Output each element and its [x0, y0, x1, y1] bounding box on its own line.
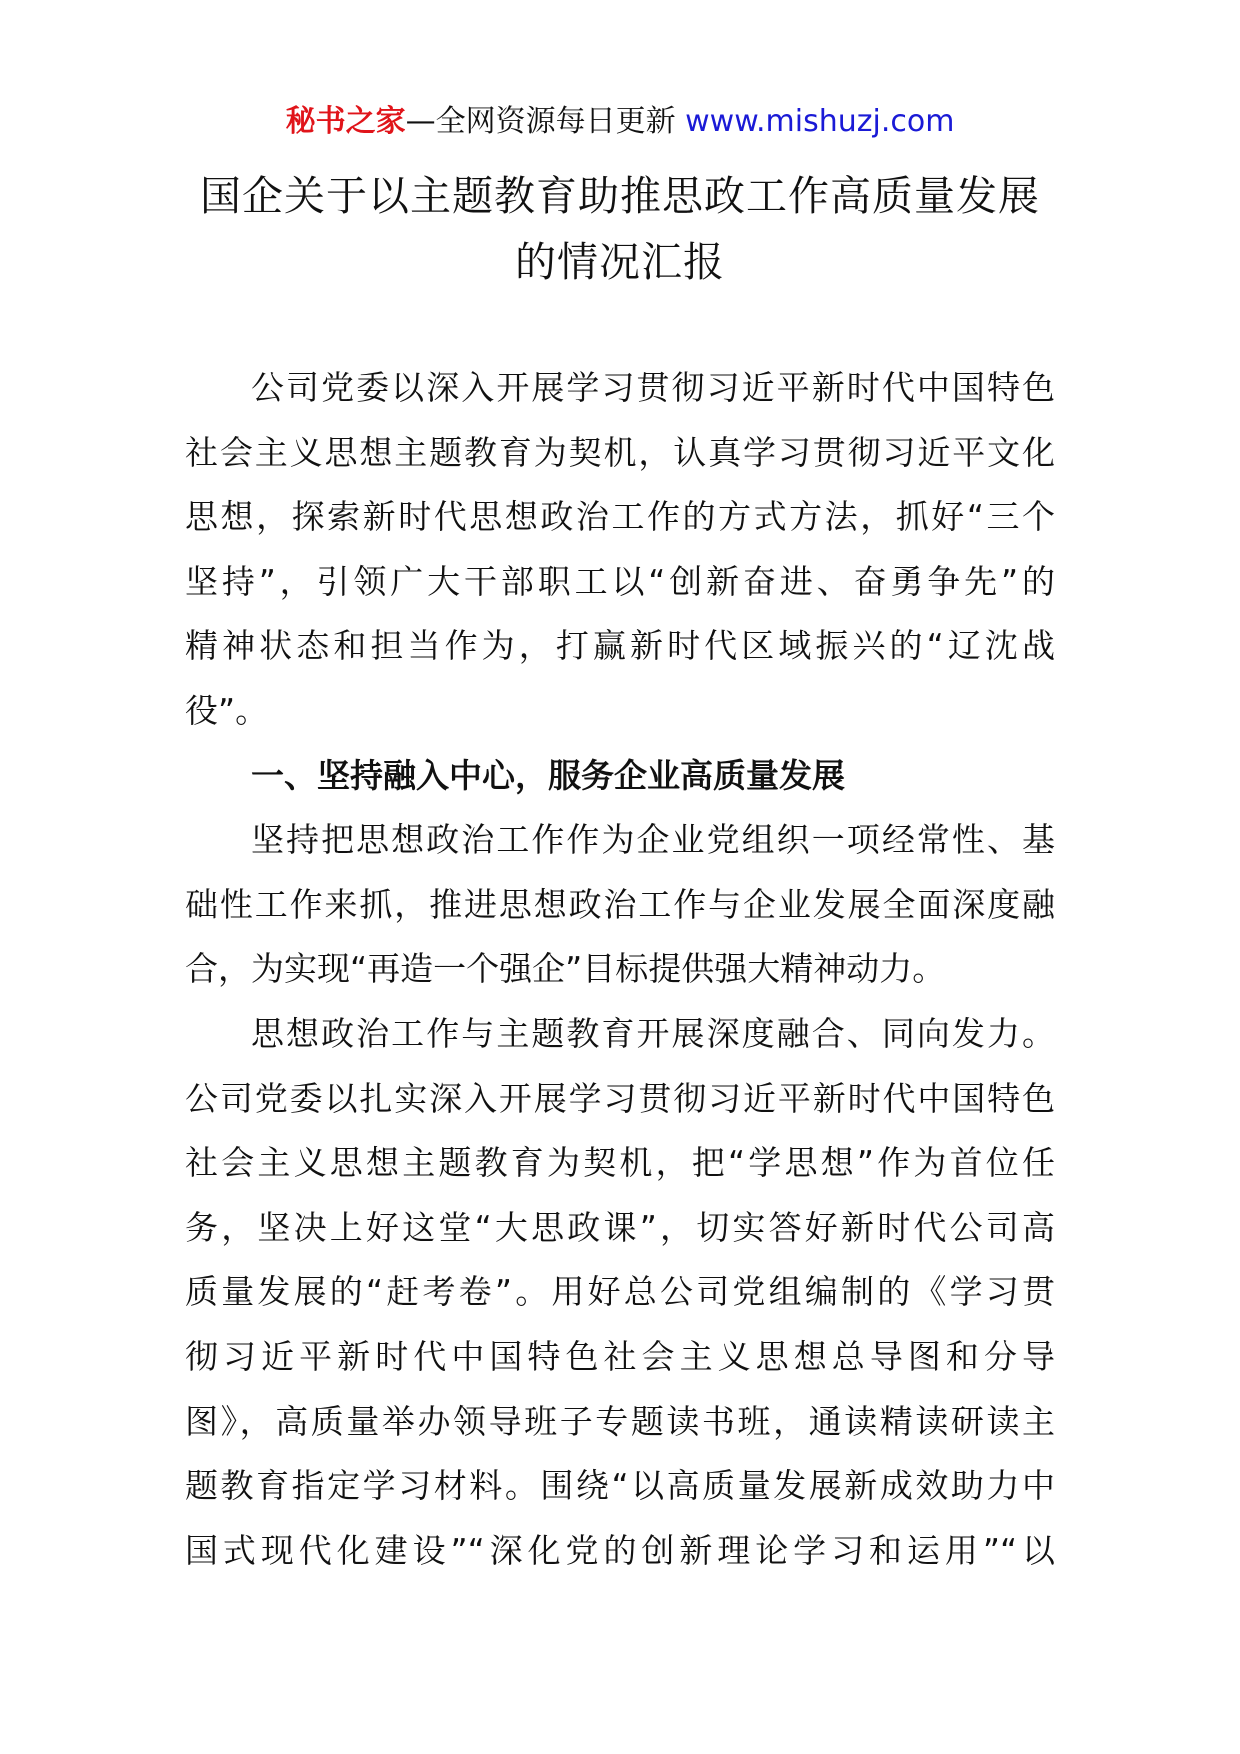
title-line-1: 国企关于以主题教育助推思政工作高质量发展: [200, 172, 1040, 220]
body-line: 务，坚决上好这堂“大思政课”，切实答好新时代公司高: [185, 1207, 1055, 1247]
body-line: 坚持”，引领广大干部职工以“创新奋进、奋勇争先”的: [185, 561, 1055, 601]
title-line-2: 的情况汇报: [515, 238, 725, 286]
watermark-slogan: —全网资源每日更新: [405, 104, 676, 139]
document-body: [185, 356, 1055, 1583]
watermark-brand: 秘书之家: [285, 104, 406, 139]
body-line: 图》，高质量举办领导班子专题读书班，通读精读研读主: [185, 1401, 1055, 1441]
body-line: 合，为实现“再造一个强企”目标提供强大精神动力。: [185, 949, 946, 989]
body-line: 公司党委以深入开展学习贯彻习近平新时代中国特色: [251, 368, 1055, 407]
body-line: 思想，探索新时代思想政治工作的方式方法，抓好“三个: [185, 497, 1055, 537]
body-line: 国式现代化建设”“深化党的创新理论学习和运用”“以: [185, 1530, 1055, 1570]
body-line: 公司党委以扎实深入开展学习贯彻习近平新时代中国特色: [185, 1078, 1055, 1118]
watermark-url[interactable]: www.mishuzj.com: [685, 104, 955, 139]
document-title: [0, 163, 1240, 295]
body-line: 社会主义思想主题教育为契机，认真学习贯彻习近平文化: [185, 432, 1055, 472]
section-heading: 一、坚持融入中心，服务企业高质量发展: [251, 755, 845, 795]
body-line: 思想政治工作与主题教育开展深度融合、同向发力。: [251, 1013, 1055, 1053]
body-line: 础性工作来抓，推进思想政治工作与企业发展全面深度融: [185, 884, 1055, 924]
body-line: 役”。: [185, 690, 269, 730]
body-line: 社会主义思想主题教育为契机，把“学思想”作为首位任: [185, 1143, 1055, 1183]
site-watermark: [0, 100, 1240, 144]
body-line: 题教育指定学习材料。围绕“以高质量发展新成效助力中: [185, 1466, 1055, 1506]
body-line: 精神状态和担当作为，打赢新时代区域振兴的“辽沈战: [185, 626, 1055, 666]
body-line: 质量发展的“赶考卷”。用好总公司党组编制的《学习贯: [185, 1272, 1055, 1312]
body-line: 彻习近平新时代中国特色社会主义思想总导图和分导: [185, 1336, 1055, 1376]
body-line: 坚持把思想政治工作作为企业党组织一项经常性、基: [251, 820, 1055, 860]
